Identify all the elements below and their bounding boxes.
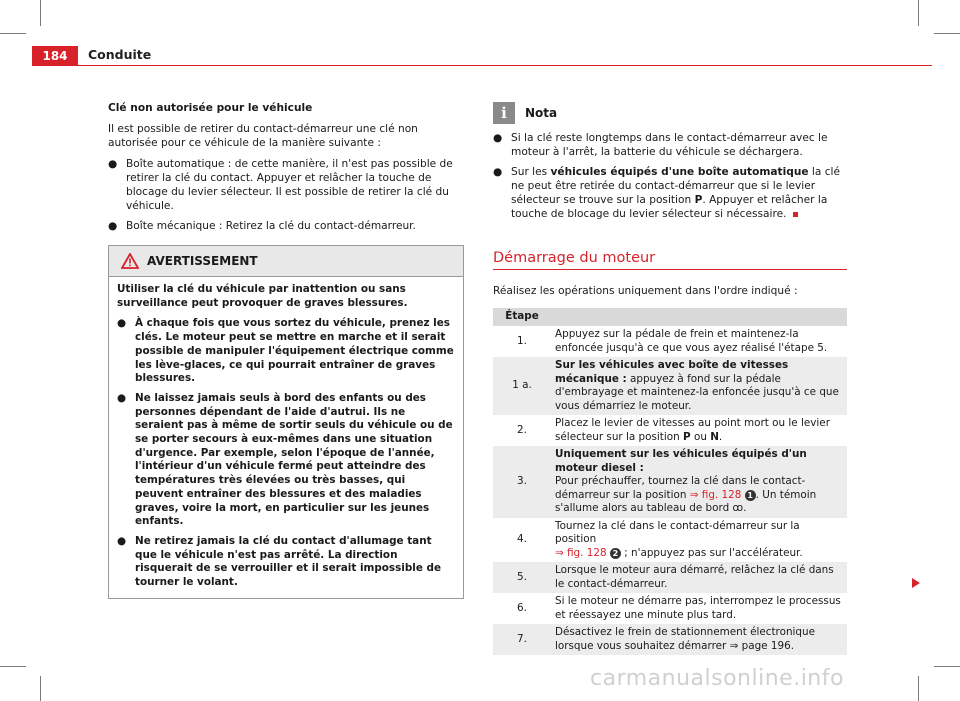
- warning-body: [109, 277, 463, 598]
- text-span: .: [743, 502, 747, 514]
- position-letter: N: [710, 430, 719, 443]
- crop-mark: [918, 0, 919, 26]
- continue-arrow-icon: [912, 578, 920, 588]
- step-number: 4.: [517, 533, 527, 545]
- step-text: [551, 446, 847, 518]
- list-item-text: Ne retirez jamais la clé du contact d'allumage tant que le véhicule n'est pas arrêté. La direction risquerait de se verrouiller et il serait impossible de tourner le volant.: [135, 534, 441, 589]
- page-number: 184: [32, 46, 78, 66]
- crop-mark: [934, 33, 960, 34]
- table-row: [493, 357, 847, 415]
- crop-mark: [918, 676, 919, 701]
- list-item: [117, 317, 455, 386]
- text-span: ; n'appuyez pas sur l'accélérateur.: [620, 546, 803, 559]
- list-item: [117, 535, 455, 590]
- crop-mark: [934, 666, 960, 667]
- table-header-row: [493, 308, 847, 326]
- list-item: [493, 131, 847, 159]
- list-item: [108, 157, 464, 213]
- warning-header: [109, 246, 463, 277]
- text-span: la clé ne peut être retirée du contact-démarreur que si le levier sélecteur se trouve sur la position: [511, 166, 841, 206]
- step-number: 1.: [517, 334, 527, 347]
- warning-title: AVERTISSEMENT: [147, 254, 258, 268]
- step-number: 7.: [493, 624, 551, 655]
- list-item-text: Boîte mécanique : Retirez la clé du contact-démarreur.: [126, 220, 416, 232]
- table-row: [493, 446, 847, 518]
- list-item-text: À chaque fois que vous sortez du véhicule, prenez les clés. Le moteur peut se mettre en marche et il serait possible de manipuler l'équipement électrique comme les lève-glaces, ce qui pourrait entraîner de graves blessures.: [135, 317, 454, 385]
- step-text: [551, 518, 847, 563]
- list-item-text: [511, 165, 847, 221]
- bold-span: Sur les véhicules avec boîte de vitesses mécanique :: [555, 359, 789, 385]
- crop-mark: [40, 676, 41, 701]
- callout-number-icon: 1: [745, 490, 756, 501]
- nota-header: [493, 101, 847, 125]
- list-item: [108, 219, 464, 233]
- bold-span: Uniquement sur les véhicules équipés d'un moteur diesel :: [555, 448, 807, 474]
- bullet-icon: ●: [493, 166, 503, 178]
- position-letter: P: [694, 194, 703, 206]
- nota-title: Nota: [525, 106, 558, 120]
- step-text: Si le moteur ne démarre pas, interrompez le processus et réessayez une minute plus tard.: [555, 595, 841, 621]
- glow-plug-icon: ꝏ: [732, 502, 744, 514]
- step-number: 5.: [493, 562, 551, 593]
- list-item-text: Boîte automatique : de cette manière, il n'est pas possible de retirer la clé du contact. Appuyer et relâcher la touche de blocage du levier sélecteur. Il est possible de retirer la clé du véhicule.: [126, 158, 453, 212]
- text-span: . Un témoin s'allume alors au tableau de bord: [555, 488, 817, 514]
- step-text: Lorsque le moteur aura démarré, relâchez la clé dans le contact-démarreur.: [551, 562, 847, 593]
- crop-mark: [0, 33, 26, 34]
- callout-number-icon: 2: [610, 548, 621, 559]
- steps-table: [493, 308, 847, 655]
- list-item: [117, 392, 455, 529]
- table-header-cell: [551, 308, 847, 326]
- table-row: [493, 518, 847, 563]
- table-row: [493, 624, 847, 655]
- text-span: ou: [690, 430, 711, 443]
- step-number: 3.: [493, 446, 551, 518]
- header-rule: [78, 65, 932, 66]
- list-item: [493, 165, 847, 221]
- warning-box: [108, 245, 464, 599]
- position-letter: P: [683, 430, 691, 443]
- text-span: Pour préchauffer, tournez la clé dans le contact-démarreur sur la position: [555, 475, 806, 501]
- section-intro: Réalisez les opérations uniquement dans l'ordre indiqué :: [493, 285, 798, 297]
- crop-mark: [40, 0, 41, 26]
- table-row: [493, 593, 847, 624]
- bullet-icon: ●: [117, 534, 127, 547]
- step-number: 6.: [517, 601, 527, 614]
- left-column: [108, 101, 464, 599]
- text-span: Tournez la clé dans le contact-démarreur sur la position: [555, 519, 800, 545]
- bullet-icon: ●: [117, 317, 127, 330]
- watermark: carmanualsonline.info: [590, 666, 844, 691]
- table-row: [493, 415, 847, 446]
- text-span: Placez le levier de vitesses au point mort ou le levier sélecteur sur la position: [555, 417, 830, 443]
- bullet-icon: ●: [108, 158, 118, 170]
- bullet-icon: ●: [108, 220, 118, 232]
- end-marker-icon: [793, 212, 798, 217]
- figure-link[interactable]: ⇒ fig. 128: [689, 488, 742, 501]
- intro-paragraph: Il est possible de retirer du contact-démarreur une clé non autorisée pour ce véhicule de la manière suivante :: [108, 123, 418, 149]
- section-heading: Clé non autorisée pour le véhicule: [108, 102, 313, 114]
- text-span: . Appuyer et relâcher la touche de blocage du levier sélecteur si nécessaire.: [511, 194, 828, 220]
- step-number: 1 a.: [493, 357, 551, 415]
- section-title: Démarrage du moteur: [493, 251, 847, 270]
- warning-lead: Utiliser la clé du véhicule par inattention ou sans surveillance peut provoquer de graves blessures.: [117, 283, 408, 309]
- step-number: 2.: [517, 423, 527, 436]
- step-text: [551, 357, 847, 415]
- chapter-title: Conduite: [88, 47, 152, 62]
- text-span: appuyez à fond sur la pédale d'embrayage et maintenez-la enfoncée jusqu'à ce que vous démarriez le moteur.: [555, 372, 839, 412]
- table-header-cell: Étape: [493, 308, 551, 326]
- step-text: Appuyez sur la pédale de frein et maintenez-la enfoncée jusqu'à ce que vous ayez réalisé l'étape 5.: [555, 328, 828, 354]
- list-item-text: Ne laissez jamais seuls à bord des enfants ou des personnes dépendant de l'aide d'autrui. Ils ne seraient pas à même de sortir seuls du véhicule ou de se porter secours à eux-mêmes dans une situation d'urgence. Par exemple, selon l'époque de l'année, l'intérieur d'un véhicule fermé peut atteindre des températures très élevées ou très basses, qui peuvent entraîner des blessures et des maladies graves, voire la mort, en particulier sur les jeunes enfants.: [135, 391, 453, 528]
- table-row: [493, 562, 847, 593]
- bullet-icon: ●: [493, 132, 503, 144]
- warning-triangle-icon: [121, 253, 139, 269]
- info-icon: i: [493, 102, 515, 124]
- bold-span: véhicules équipés d'une boîte automatique: [550, 166, 809, 178]
- list-item-text: Si la clé reste longtemps dans le contact-démarreur avec le moteur à l'arrêt, la batterie du véhicule se déchargera.: [511, 132, 828, 158]
- bullet-icon: ●: [117, 391, 127, 404]
- step-text: [551, 415, 847, 446]
- figure-link[interactable]: ⇒ fig. 128: [555, 546, 607, 559]
- text-span: Sur les: [511, 166, 551, 178]
- right-column: [493, 101, 847, 655]
- table-row: [493, 326, 847, 357]
- step-text: Désactivez le frein de stationnement électronique lorsque vous souhaitez démarrer ⇒ page 196.: [551, 624, 847, 655]
- text-span: .: [718, 430, 723, 443]
- crop-mark: [0, 666, 26, 667]
